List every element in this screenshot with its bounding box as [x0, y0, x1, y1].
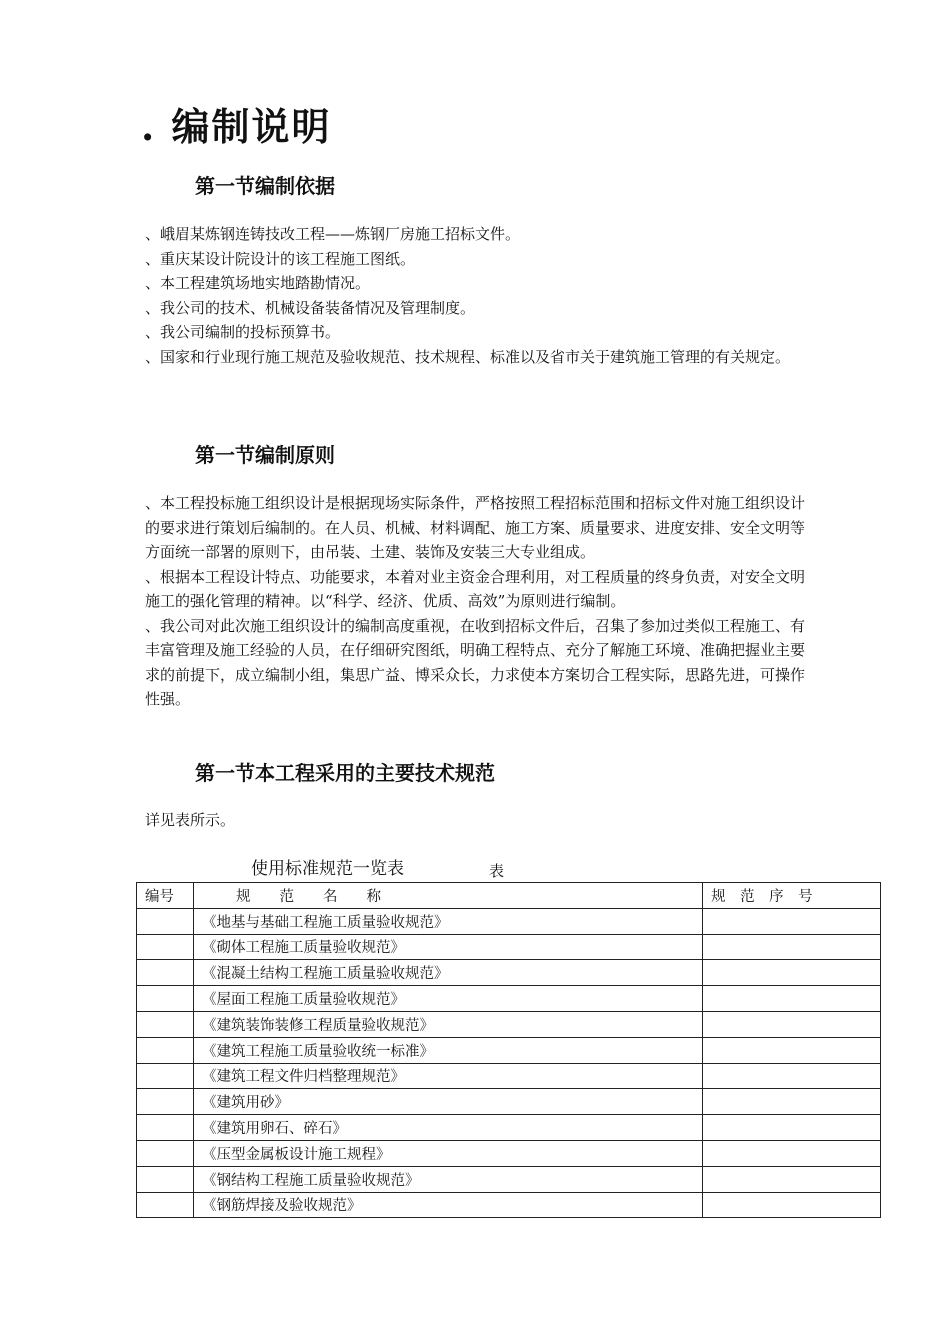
- cell-number: [137, 1115, 194, 1141]
- table-row: [137, 908, 881, 934]
- cell-standard-code: [703, 960, 881, 986]
- cell-standard-name: 《压型金属板设计施工规程》: [193, 1140, 702, 1166]
- cell-standard-code: [703, 1063, 881, 1089]
- table-caption: 使用标准规范一览表: [251, 859, 404, 879]
- cell-number: [137, 1011, 194, 1037]
- cell-standard-code: [703, 1115, 881, 1141]
- cell-number: [137, 934, 194, 960]
- table-row: [137, 960, 881, 986]
- cell-standard-code: [703, 986, 881, 1012]
- table-header-row: [137, 883, 881, 909]
- cell-number: [137, 908, 194, 934]
- principles-list: [145, 491, 810, 712]
- cell-number: [137, 1037, 194, 1063]
- cell-number: [137, 986, 194, 1012]
- table-row: [137, 1166, 881, 1192]
- basis-item: 、我公司的技术、机械设备装备情况及管理制度。: [145, 298, 476, 317]
- table-row: [137, 986, 881, 1012]
- table-row: [137, 1011, 881, 1037]
- table-body: [137, 908, 881, 1218]
- cell-standard-name: 《地基与基础工程施工质量验收规范》: [193, 908, 702, 934]
- cell-standard-name: 《钢结构工程施工质量验收规范》: [193, 1166, 702, 1192]
- table-row: [137, 1140, 881, 1166]
- basis-item: 、峨眉某炼钢连铸技改工程——炼钢厂房施工招标文件。: [145, 225, 521, 243]
- cell-standard-code: [703, 1166, 881, 1192]
- basis-item: 、本工程建筑场地实地踏勘情况。: [145, 274, 371, 292]
- cell-standard-name: 《混凝土结构工程施工质量验收规范》: [193, 960, 702, 986]
- section-heading-principles: 第一节编制原则: [195, 443, 335, 467]
- cell-standard-name: 《建筑用卵石、碎石》: [193, 1115, 702, 1141]
- cell-standard-code: [703, 1011, 881, 1037]
- page-title: . 编制说明: [141, 104, 332, 149]
- cell-standard-code: [703, 1192, 881, 1218]
- cell-number: [137, 1192, 194, 1218]
- cell-standard-name: 《建筑工程文件归档整理规范》: [193, 1063, 702, 1089]
- table-row: [137, 1063, 881, 1089]
- header-code: 规 范 序 号: [703, 883, 881, 909]
- cell-standard-code: [703, 934, 881, 960]
- cell-standard-name: 《建筑用砂》: [193, 1089, 702, 1115]
- cell-standard-code: [703, 1140, 881, 1166]
- table-row: [137, 1115, 881, 1141]
- table-row: [137, 1192, 881, 1218]
- cell-number: [137, 960, 194, 986]
- basis-item: 、重庆某设计院设计的该工程施工图纸。: [145, 249, 416, 268]
- standards-table: [136, 882, 881, 1218]
- principle-item: 、根据本工程设计特点、功能要求，本着对业主资金合理利用，对工程质量的终身负责，对安全文明施工的强化管理的精神。以“科学、经济、优质、高效”为原则进行编制。: [145, 567, 806, 610]
- table-row: [137, 1037, 881, 1063]
- principle-item: 、我公司对此次施工组织设计的编制高度重视，在收到招标文件后，召集了参加过类似工程施工、有丰富管理及施工经验的人员，在仔细研究图纸，明确工程特点、充分了解施工环境、准确把握业主要求的前提下，成立编制小组，集思广益、博采众长，力求使本方案切合工程实际，思路先进，可操作性强。: [145, 616, 806, 708]
- table-row: [137, 1089, 881, 1115]
- basis-item: 、我公司编制的投标预算书。: [145, 323, 341, 341]
- cell-number: [137, 1166, 194, 1192]
- header-number: 编号: [137, 883, 194, 909]
- cell-number: [137, 1063, 194, 1089]
- standards-intro: 详见表所示。: [145, 811, 236, 829]
- table-row: [137, 934, 881, 960]
- basis-list: [145, 222, 810, 369]
- cell-standard-name: 《建筑装饰装修工程质量验收规范》: [193, 1011, 702, 1037]
- cell-standard-code: [703, 1037, 881, 1063]
- cell-number: [137, 1089, 194, 1115]
- cell-standard-name: 《钢筋焊接及验收规范》: [193, 1192, 702, 1218]
- basis-item: 、国家和行业现行施工规范及验收规范、技术规程、标准以及省市关于建筑施工管理的有关规定。: [145, 347, 791, 366]
- cell-standard-name: 《建筑工程施工质量验收统一标准》: [193, 1037, 702, 1063]
- cell-standard-name: 《屋面工程施工质量验收规范》: [193, 986, 702, 1012]
- section-heading-basis: 第一节编制依据: [195, 174, 335, 198]
- cell-standard-code: [703, 1089, 881, 1115]
- principle-item: 、本工程投标施工组织设计是根据现场实际条件，严格按照工程招标范围和招标文件对施工组织设计的要求进行策划后编制的。在人员、机械、材料调配、施工方案、质量要求、进度安排、安全文明等方面统一部署的原则下，由吊装、土建、装饰及安装三大专业组成。: [145, 494, 806, 561]
- cell-standard-code: [703, 908, 881, 934]
- cell-standard-name: 《砌体工程施工质量验收规范》: [193, 934, 702, 960]
- table-tag: 表: [489, 862, 505, 880]
- cell-number: [137, 1140, 194, 1166]
- header-name: 规 范 名 称: [193, 883, 702, 909]
- section-heading-standards: 第一节本工程采用的主要技术规范: [195, 761, 495, 785]
